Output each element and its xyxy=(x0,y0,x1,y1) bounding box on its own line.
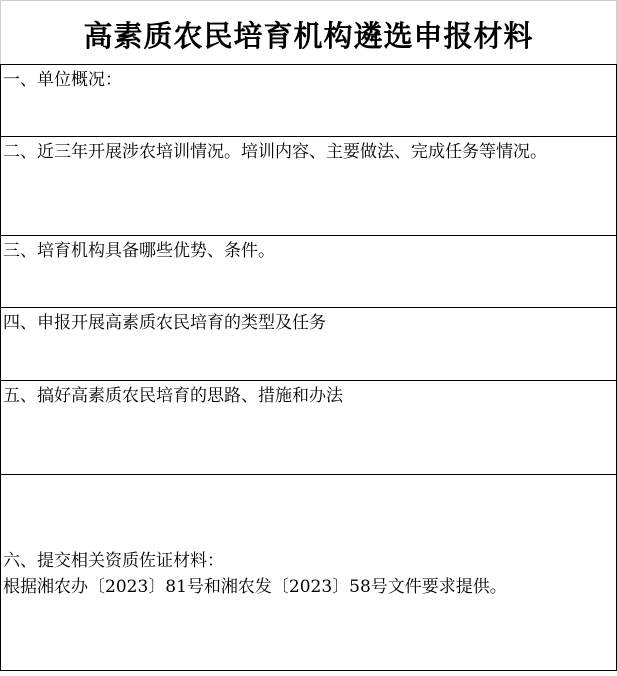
section-heading-2: 二、近三年开展涉农培训情况。培训内容、主要做法、完成任务等情况。 xyxy=(3,142,547,162)
section-heading-6: 六、提交相关资质佐证材料： xyxy=(3,551,224,571)
document-title: 高素质农民培育机构遴选申报材料 xyxy=(83,18,534,53)
section-heading-4: 四、申报开展高素质农民培育的类型及任务 xyxy=(3,313,326,333)
section-heading-3: 三、培育机构具备哪些优势、条件。 xyxy=(3,241,275,261)
section-row[interactable] xyxy=(1,235,616,307)
section-6-note: 根据湘农办〔2023〕81号和湘农发〔2023〕58号文件要求提供。 xyxy=(3,577,507,597)
section-6-content xyxy=(3,548,614,600)
form-table xyxy=(0,64,617,671)
section-row[interactable] xyxy=(1,380,616,474)
section-row[interactable] xyxy=(1,136,616,235)
section-heading-5: 五、搞好高素质农民培育的思路、措施和办法 xyxy=(3,386,343,406)
section-row[interactable] xyxy=(1,474,616,671)
section-row[interactable] xyxy=(1,307,616,380)
section-row[interactable] xyxy=(1,64,616,136)
section-heading-1: 一、单位概况： xyxy=(3,70,122,90)
